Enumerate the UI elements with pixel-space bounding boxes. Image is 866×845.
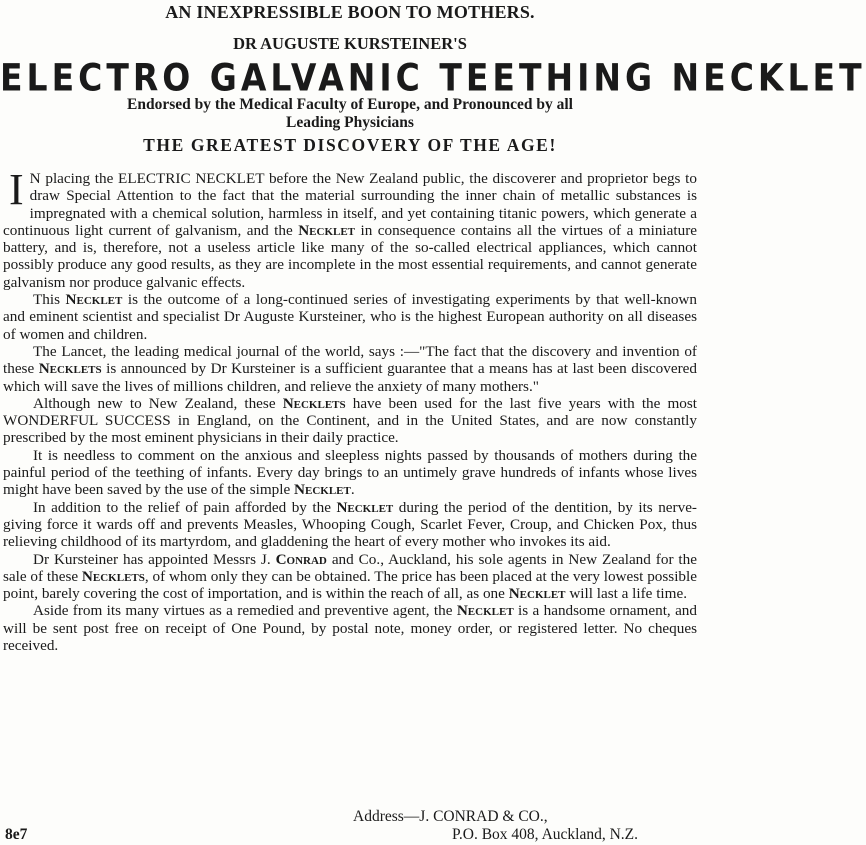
paragraph-text: In addition to the relief of pain afforded by the [33,498,337,516]
ad-body [3,165,698,655]
headline: THE GREATEST DISCOVERY OF THE AGE! [143,135,557,155]
paragraph-text: N placing the ELECTRIC NECKLET before the New Zealand public, the discoverer and proprietor begs to draw Special Attention to the fact that the material surrounding the inner chain of metallic substances is impregnated with a chemical solution, harmless in itself, and yet containing titanic powers, which generate a continuous light current of galvanism, and the [3,170,697,239]
paragraph-7 [3,551,697,603]
paragraph-text: is a handsome ornament, and will be sent post free on receipt of One Pound, by postal note, money order, or registered letter. No cheques received. [3,602,697,655]
necklet-term: Necklet [336,498,394,516]
paragraph-text: This [33,291,66,309]
address-line-2: P.O. Box 408, Auckland, N.Z. [452,826,638,843]
paragraph-text: in consequence contains all the virtues of a miniature battery, and is, therefore, not a useless article like many of the so-called electrical appliances, which cannot possibly produce any good results, as they are incomplete in the most essential requirements, and cannot generate galvanism nor produce galvanic effects. [3,221,697,291]
agent-name: Conrad [275,550,327,568]
paragraph-text: The Lancet, the leading medical journal of the world, says :—"The fact that the discovery and invention of these [3,342,697,378]
paragraph-text: Although new to New Zealand, these [33,394,283,412]
paragraph-text: is the outcome of a long-continued series of investigating experiments by that well-known and eminent scientist and specialist Dr Auguste Kursteiner, who is the highest European authority on all diseases of women and children. [3,291,697,343]
paragraph-8 [3,602,697,654]
byline: DR AUGUSTE KURSTEINER'S [233,34,467,53]
necklet-term: Necklets [81,567,145,585]
paragraph-text: and Co., Auckland, his sole agents in New Zealand for the sale of these [3,550,697,585]
necklet-term: Necklets [282,394,346,412]
kicker-line: AN INEXPRESSIBLE BOON TO MOTHERS. [165,2,535,22]
paragraph-6 [3,499,697,551]
endorsement-line-1: Endorsed by the Medical Faculty of Europe, and Pronounced by all [127,96,573,113]
drop-cap: I [9,165,24,214]
paragraph-4 [3,395,697,447]
paragraph-3 [3,343,697,395]
paragraph-text: Dr Kursteiner has appointed Messrs J. [33,550,276,568]
necklet-term: Necklets [38,360,102,378]
necklet-term: Necklet [294,481,351,499]
necklet-term: Necklet [298,221,356,239]
paragraph-text: . [350,481,355,499]
paragraph-text: , of whom only they can be obtained. The price has been placed at the very lowest possible point, barely covering the cost of importation, and is within the reach of all, as one [3,567,697,603]
paragraph-text: during the period of the dentition, by its nerve-giving force it wards off and prevents Measles, Whooping Cough, Scarlet Fever, Croup, and Chicken Pox, thus relieving childhood of its martyrdom, and gladdening the heart of every mother who invokes its aid. [3,498,697,551]
necklet-term: Necklet [65,291,123,309]
paragraph-text: It is needless to comment on the anxious and sleepless nights passed by thousands of mothers during the painful period of the teething of infants. Every day brings to an untimely grave hundreds of infants whose lives might have been saved by the use of the simple [3,446,697,499]
paragraph-text: Aside from its many virtues as a remedied and preventive agent, the [33,602,457,620]
paragraph-2 [3,291,697,343]
ad-code: 8e7 [5,826,28,843]
paragraph-5 [3,447,697,499]
paragraph-text: will last a life time. [565,585,688,603]
necklet-term: Necklet [456,602,514,620]
necklet-term: Necklet [508,585,566,603]
paragraph-text: is announced by Dr Kursteiner is a sufficient guarantee that a means has at last been discovered which will save the lives of millions children, and relieve the anxiety of many mothers." [3,360,697,395]
ad-title: ELECTRO GALVANIC TEETHING NECKLET [0,56,866,100]
paragraph-1 [3,165,697,291]
paragraph-text: have been used for the last five years with the most WONDERFUL SUCCESS in England, on the Continent, and in the United States, and are now constantly prescribed by the most eminent physicians in their daily practice. [3,394,698,447]
address-line-1: Address—J. CONRAD & CO., [353,808,548,825]
endorsement-line-2: Leading Physicians [286,114,414,131]
